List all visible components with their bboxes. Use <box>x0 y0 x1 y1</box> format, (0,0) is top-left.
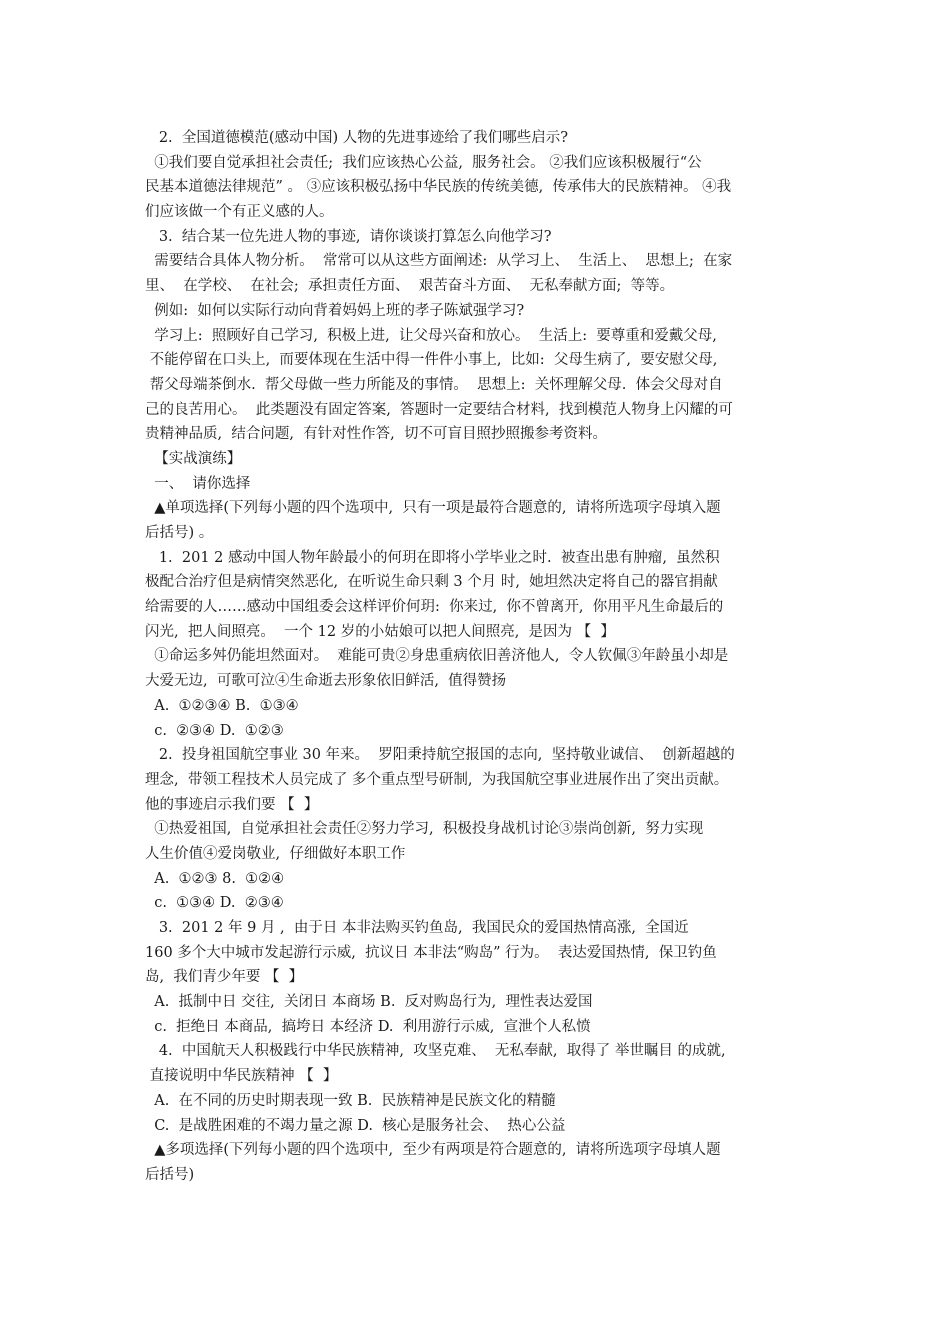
text-line: 人生价值④爱岗敬业, 仔细做好本职工作 <box>145 845 406 862</box>
text-line: ①命运多舛仍能坦然面对。 难能可贵②身患重病依旧善济他人, 令人钦佩③年龄虽小却是 <box>145 648 729 665</box>
text-line: 2. 投身祖国航空事业 30 年来。 罗阳秉持航空报国的志向, 坚持敬业诚信、 创新超越的 <box>145 747 735 764</box>
text-line: ▲多项选择(下列每小题的四个选项中, 至少有两项是符合题意的, 请将所选项字母填人题 <box>145 1142 721 1159</box>
text-line: 学习上: 照顾好自己学习, 积极上进, 让父母兴奋和放心。 生活上: 要尊重和爱戴父母, <box>145 327 717 344</box>
text-line: C. 是战胜困难的不竭力量之源 D. 核心是服务社会、 热心公益 <box>145 1117 566 1134</box>
text-line: c. ①③④ D. ②③④ <box>145 895 284 912</box>
text-line: A. ①②③ 8. ①②④ <box>145 870 285 887</box>
text-line: 后括号) 。 <box>145 525 214 541</box>
text-line: A. 抵制中日 交往, 关闭日 本商场 B. 反对购岛行为, 理性表达爱国 <box>145 994 593 1011</box>
text-line: 160 多个大中城市发起游行示威, 抗议日 本非法“购岛” 行为。 表达爱国热情, 保卫钓鱼 <box>145 944 717 961</box>
text-line: ①热爱祖国, 自觉承担社会责任②努力学习, 积极投身战机讨论③崇尚创新, 努力实现 <box>145 821 704 838</box>
text-line: A. ①②③④ B. ①③④ <box>145 697 299 714</box>
text-line: 后括号) <box>145 1166 195 1183</box>
text-line: 极配合治疗但是病情突然恶化, 在听说生命只剩 3 个月 时, 她坦然决定将自己的器官捐献 <box>145 574 718 591</box>
text-line: 贵精神品质, 结合问题, 有针对性作答, 切不可盲目照抄照搬参考资料。 <box>145 426 607 443</box>
text-line: 4. 中国航天人积极践行中华民族精神, 攻坚克难、 无私奉献, 取得了 举世瞩目 的成就, <box>145 1043 726 1060</box>
text-line: 里、 在学校、 在社会; 承担责任方面、 艰苦奋斗方面、 无私奉献方面; 等等。 <box>145 278 675 295</box>
text-line: 3. 结合某一位先进人物的事迹, 请你谈谈打算怎么向他学习? <box>145 228 552 245</box>
text-line: 一、 请你选择 <box>145 475 251 492</box>
text-line: ▲单项选择(下列每小题的四个选项中, 只有一项是最符合题意的, 请将所选项字母填入题 <box>145 500 721 517</box>
text-line: 不能停留在口头上, 而要体现在生活中得一件件小事上, 比如: 父母生病了, 要安慰父母, <box>145 352 718 369</box>
text-line: ①我们要自觉承担社会责任; 我们应该热心公益, 服务社会。 ②我们应该积极履行“公 <box>145 154 702 171</box>
text-line: 们应该做一个有正义感的人。 <box>145 204 334 221</box>
text-line: 3. 201 2 年 9 月 , 由于日 本非法购买钓鱼岛, 我国民众的爱国热情高涨, 全国近 <box>145 920 689 936</box>
text-line: 2. 全国道德模范(感动中国) 人物的先进事迹给了我们哪些启示? <box>145 130 569 146</box>
text-line: 帮父母端茶倒水. 帮父母做一些力所能及的事情。 思想上: 关怀理解父母. 体会父母对自 <box>145 376 723 393</box>
text-line: 己的良苦用心。 此类题没有固定答案, 答题时一定要结合材料, 找到模范人物身上闪耀的可 <box>145 401 733 418</box>
text-line: 需要结合具体人物分析。 常常可以从这些方面阐述: 从学习上、 生活上、 思想上; 在家 <box>145 253 733 270</box>
text-line: 【实战演练】 <box>145 450 242 467</box>
text-line: c. 拒绝日 本商品, 搞垮日 本经济 D. 利用游行示威, 宣泄个人私愤 <box>145 1018 591 1035</box>
text-line: A. 在不同的历史时期表现一致 B. 民族精神是民族文化的精髓 <box>145 1092 556 1109</box>
text-line: 给需要的人……感动中国组委会这样评价何玥: 你来过, 你不曾离开, 你用平凡生命最后的 <box>145 599 724 616</box>
text-line: 闪光, 把人间照亮。 一个 12 岁的小姑娘可以把人间照亮, 是因为 【 】 <box>145 623 615 640</box>
text-line: 民基本道德法律规范” 。 ③应该积极弘扬中华民族的传统美德, 传承伟大的民族精神。 ④我 <box>145 179 732 196</box>
text-line: c. ②③④ D. ①②③ <box>145 722 284 739</box>
text-line: 例如: 如何以实际行动向背着妈妈上班的孝子陈斌强学习? <box>145 302 525 319</box>
text-line: 大爱无边, 可歌可泣④生命逝去形象依旧鲜活, 值得赞扬 <box>145 673 507 690</box>
text-line: 他的事迹启示我们要 【 】 <box>145 796 319 813</box>
text-line: 理念, 带领工程技术人员完成了 多个重点型号研制, 为我国航空事业进展作出了突出贡献。 <box>145 771 729 788</box>
text-line: 岛, 我们青少年要 【 】 <box>145 969 304 986</box>
document-body <box>145 126 810 1188</box>
text-line: 直接说明中华民族精神 【 】 <box>145 1068 338 1085</box>
text-line: 1. 201 2 感动中国人物年龄最小的何玥在即将小学毕业之时. 被查出患有肿瘤, 虽然积 <box>145 549 720 566</box>
